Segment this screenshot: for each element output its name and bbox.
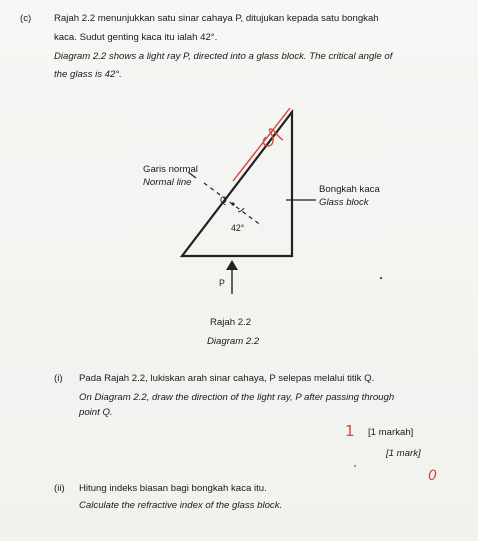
glass-block-label-malay: Bongkah kaca	[319, 184, 380, 195]
part-i-english-line1: On Diagram 2.2, draw the direction of the light ray, P after passing through	[79, 392, 395, 403]
part-i-marks-english: [1 mark]	[386, 448, 421, 459]
handwritten-mark-i: 1	[345, 422, 355, 440]
paper-speck	[380, 277, 382, 279]
part-i-english-line2: point Q.	[79, 407, 113, 418]
part-i-marks-malay: [1 markah]	[368, 427, 414, 438]
diagram-caption-malay: Rajah 2.2	[210, 317, 252, 328]
glass-block-label-english: Glass block	[319, 197, 369, 208]
normal-line-label-english: Normal line	[143, 177, 192, 188]
part-i-malay: Pada Rajah 2.2, lukiskan arah sinar cahaya, P selepas melalui titik Q.	[79, 373, 375, 384]
part-ii-malay: Hitung indeks biasan bagi bongkah kaca itu.	[79, 483, 267, 494]
point-p-label: P	[219, 278, 225, 288]
part-ii-number: (ii)	[54, 483, 65, 494]
light-ray-arrowhead	[226, 260, 238, 270]
intro-malay-line1: Rajah 2.2 menunjukkan satu sinar cahaya P, ditujukan kepada satu bongkah	[54, 13, 379, 24]
normal-line-label-malay: Garis normal	[143, 164, 198, 175]
intro-english-line2: the glass is 42°.	[54, 69, 122, 80]
intro-english-line1: Diagram 2.2 shows a light ray P, directed into a glass block. The critical angle of	[54, 51, 393, 62]
paper-speck	[354, 465, 356, 467]
handwritten-ray-line	[233, 108, 290, 181]
part-ii-english: Calculate the refractive index of the glass block.	[79, 500, 283, 511]
intro-malay-line2: kaca. Sudut genting kaca itu ialah 42°.	[54, 32, 218, 43]
handwritten-mark-ii: 0	[428, 468, 437, 484]
point-q-label: Q	[220, 195, 227, 205]
angle-label: 42°	[231, 223, 245, 233]
part-i-number: (i)	[54, 373, 63, 384]
question-number: (c)	[20, 13, 32, 24]
diagram-caption-english: Diagram 2.2	[207, 336, 260, 347]
point-q-dot	[231, 202, 234, 205]
